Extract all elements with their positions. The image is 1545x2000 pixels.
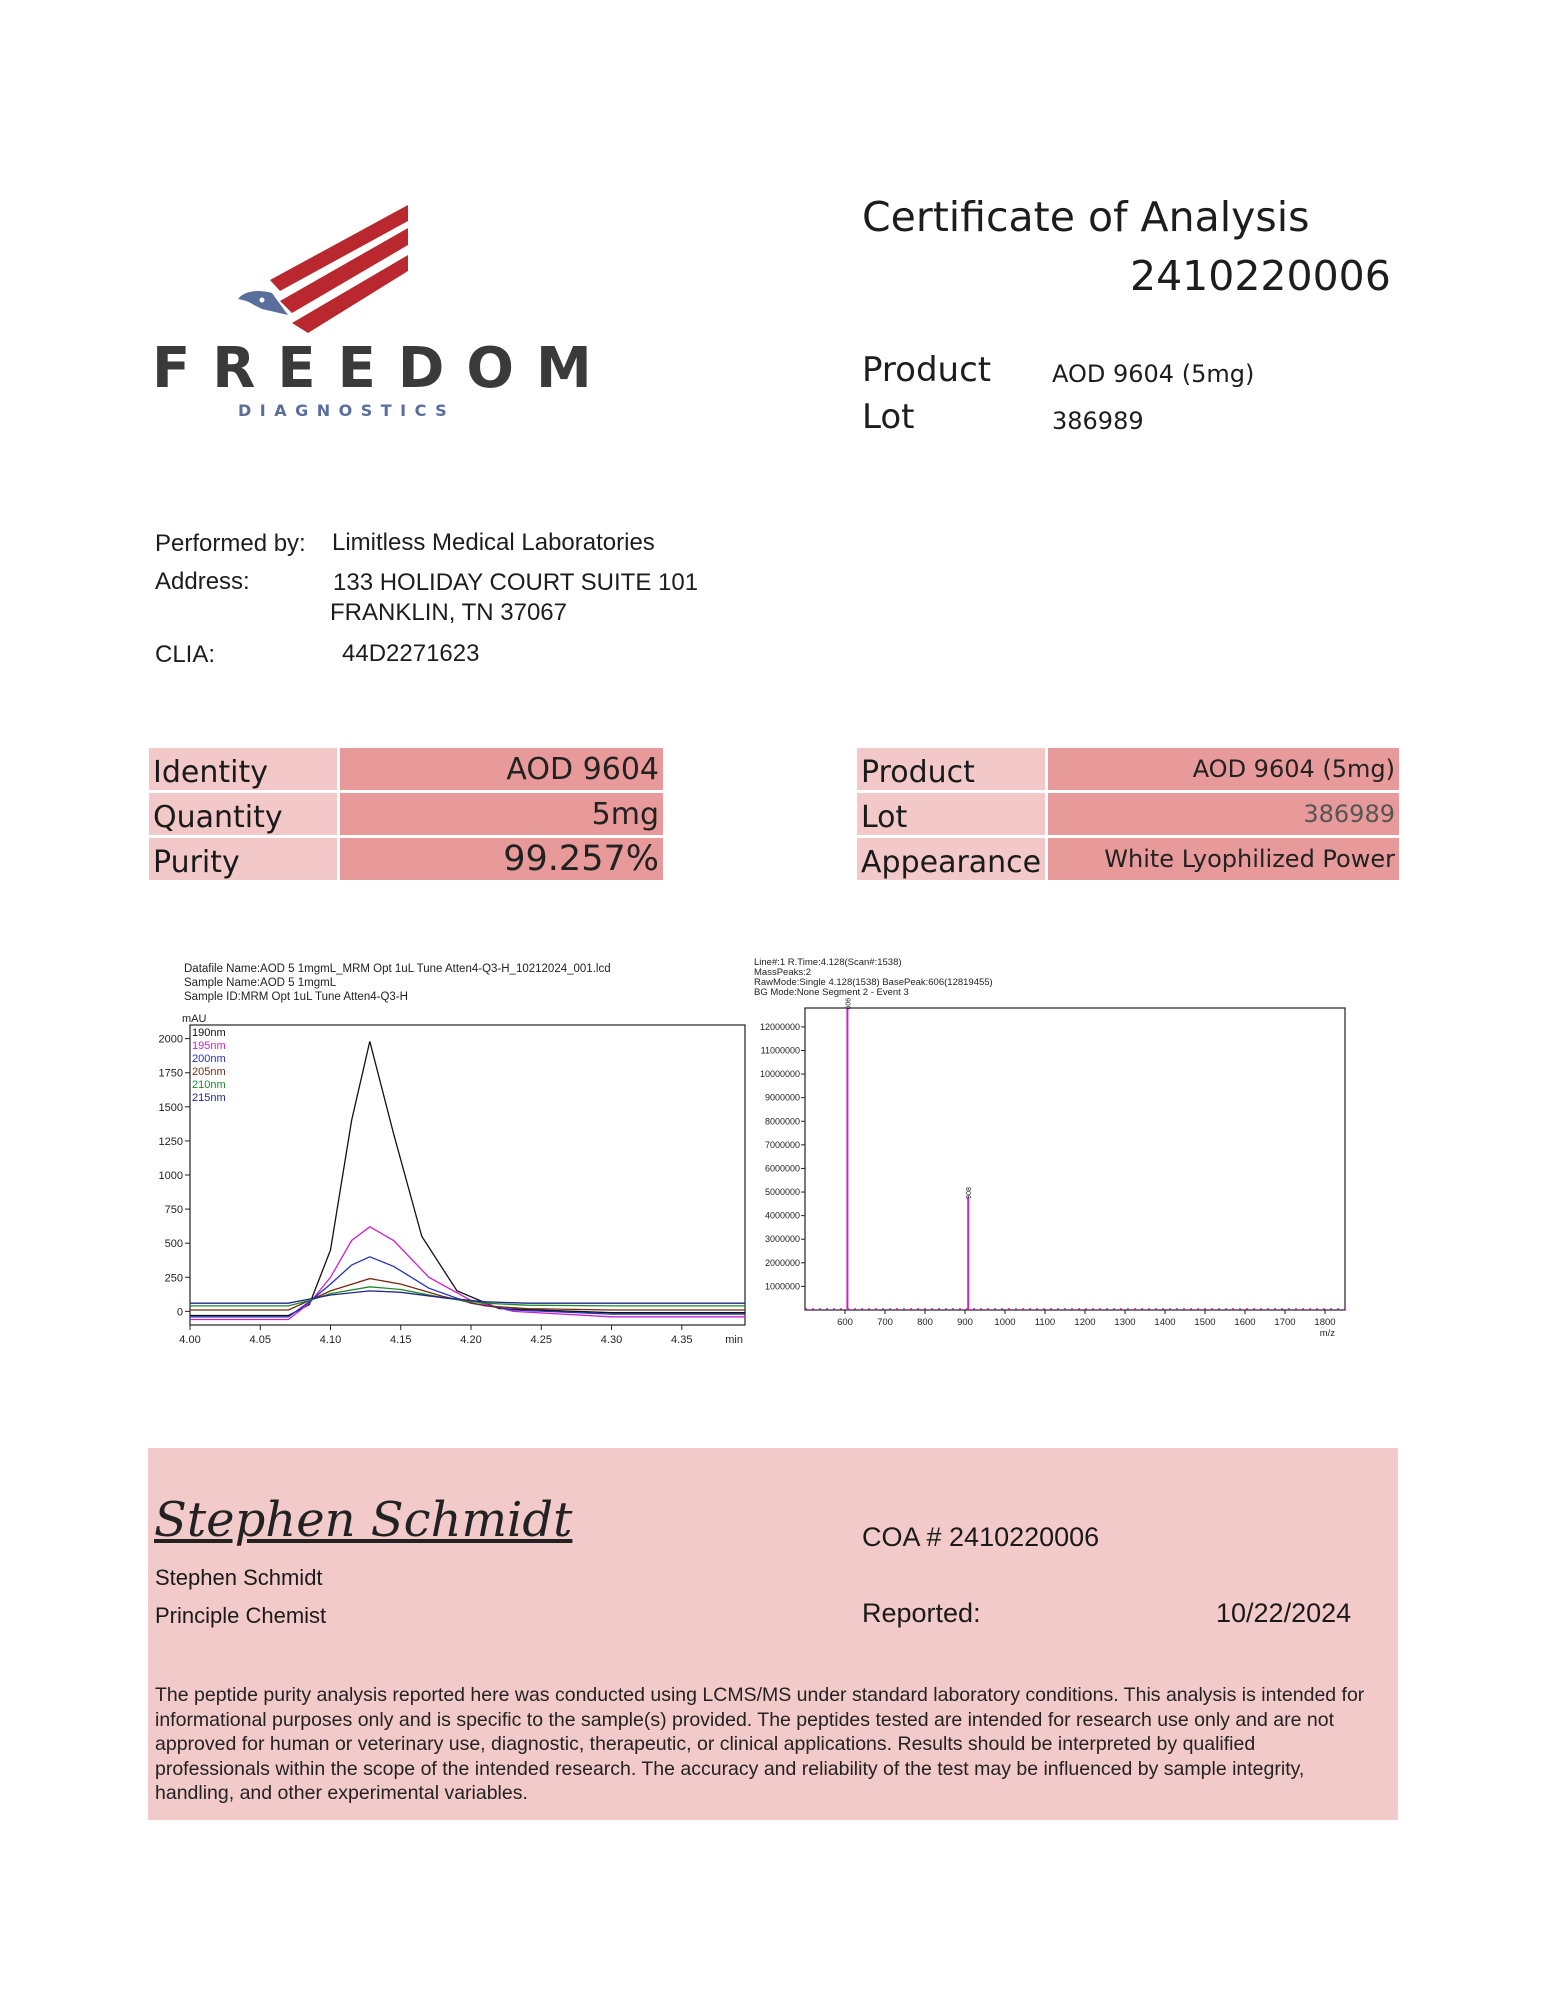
- x-tick-label: 800: [917, 1317, 933, 1328]
- y-tick-label: 0: [176, 1306, 183, 1319]
- y-tick-label: 12000000: [759, 1021, 800, 1032]
- legend-entry-195nm: 195nm: [192, 1040, 226, 1052]
- reported-date: 10/22/2024: [1216, 1598, 1352, 1628]
- x-tick-label: 1300: [1114, 1317, 1136, 1328]
- y-tick-label: 250: [164, 1272, 183, 1285]
- product-value: AOD 9604 (5mg): [1052, 360, 1255, 388]
- performed-by-value: Limitless Medical Laboratories: [332, 529, 655, 556]
- series-line-190nm: [190, 1041, 745, 1315]
- y-tick-label: 500: [164, 1238, 183, 1251]
- table-row: [149, 838, 663, 880]
- eagle-icon: [150, 205, 614, 430]
- signer-title: Principle Chemist: [155, 1603, 327, 1628]
- y-tick-label: 11000000: [760, 1045, 800, 1056]
- quantity-value: 5mg: [340, 793, 663, 835]
- x-tick-label: 600: [837, 1317, 853, 1328]
- lot-value: 386989: [1052, 407, 1144, 435]
- x-tick-label: 4.35: [671, 1334, 693, 1346]
- y-tick-label: 8000000: [764, 1116, 800, 1127]
- product-table-product-label: Product: [857, 748, 1045, 790]
- chart-header-line: Datafile Name:AOD 5 1mgmL_MRM Opt 1uL Tune Atten4-Q3-H_10212024_001.lcd: [184, 963, 611, 975]
- x-tick-label: 1100: [1034, 1317, 1056, 1328]
- address-line1: 133 HOLIDAY COURT SUITE 101: [333, 569, 699, 596]
- y-tick-label: 3000000: [764, 1234, 800, 1245]
- identity-label: Identity: [149, 748, 337, 790]
- results-table: [146, 745, 666, 883]
- y-tick-label: 5000000: [764, 1187, 800, 1198]
- peak-label: 606: [845, 997, 853, 1010]
- table-row: [149, 748, 663, 790]
- performed-by-label: Performed by:: [155, 530, 306, 557]
- table-row: [857, 838, 1399, 880]
- product-table-lot-value: 386989: [1048, 793, 1399, 835]
- table-row: [857, 748, 1399, 790]
- chart-header-line: MassPeaks:2: [754, 967, 812, 978]
- x-tick-label: 1700: [1274, 1317, 1296, 1328]
- signature: Stephen Schmidt: [154, 1492, 573, 1548]
- chart-header-line: RawMode:Single 4.128(1538) BasePeak:606(12819455): [754, 977, 993, 988]
- plot-frame: [805, 1008, 1345, 1310]
- purity-label: Purity: [149, 838, 337, 880]
- x-tick-label: 1600: [1234, 1317, 1256, 1328]
- clia-label: CLIA:: [155, 641, 216, 668]
- series-line-200nm: [190, 1257, 745, 1317]
- x-tick-label: 1500: [1194, 1317, 1216, 1328]
- table-row: [149, 793, 663, 835]
- y-tick-label: 2000: [158, 1033, 183, 1046]
- legend-entry-210nm: 210nm: [192, 1079, 226, 1091]
- table-row: [857, 793, 1399, 835]
- y-tick-label: 6000000: [764, 1163, 800, 1174]
- freedom-diagnostics-logo: [150, 205, 614, 435]
- x-tick-label: 4.10: [319, 1334, 342, 1346]
- chart-header-line: BG Mode:None Segment 2 - Event 3: [754, 987, 909, 998]
- x-tick-label: 1800: [1314, 1317, 1336, 1328]
- y-tick-label: 1500: [158, 1101, 183, 1114]
- y-tick-label: 2000000: [764, 1257, 800, 1268]
- x-tick-label: 4.15: [390, 1334, 412, 1346]
- disclaimer-text: The peptide purity analysis reported here was conducted using LCMS/MS under standard laboratory conditions. This analysis is intended for informational purposes only and is specific to the sample(s) provided. The peptides tested are intended for research use only and are not approved for human or veterinary use, diagnostic, therapeutic, or clinical applications. Results should be interpreted by qualified professionals within the scope of the intended research. The accuracy and reliability of the test may be influenced by sample integrity, handling, and other experimental variables.: [155, 1684, 1365, 1804]
- x-tick-label: 1200: [1074, 1317, 1096, 1328]
- legend-entry-190nm: 190nm: [192, 1027, 226, 1039]
- logo-wordmark: FREEDOM: [152, 336, 614, 401]
- x-tick-label: 4.25: [530, 1334, 552, 1346]
- x-tick-label: 1400: [1154, 1317, 1176, 1328]
- chart-header-line: Line#:1 R.Time:4.128(Scan#:1538): [754, 957, 902, 968]
- x-axis-label: m/z: [1319, 1328, 1335, 1339]
- x-tick-label: 4.05: [249, 1334, 271, 1346]
- x-tick-label: 4.30: [600, 1334, 623, 1346]
- y-tick-label: 4000000: [764, 1210, 800, 1221]
- quantity-label: Quantity: [149, 793, 337, 835]
- product-table: [854, 745, 1402, 883]
- clia-value: 44D2271623: [342, 640, 480, 667]
- plot-frame: [190, 1025, 745, 1325]
- y-tick-label: 9000000: [764, 1092, 800, 1103]
- legend-entry-200nm: 200nm: [192, 1053, 226, 1065]
- chart-header-line: Sample Name:AOD 5 1mgmL: [184, 977, 337, 989]
- logo-subtitle: DIAGNOSTICS: [238, 401, 456, 420]
- chart-header-line: Sample ID:MRM Opt 1uL Tune Atten4-Q3-H: [184, 991, 408, 1003]
- product-table-product-value: AOD 9604 (5mg): [1048, 748, 1399, 790]
- y-tick-label: 1000: [158, 1170, 183, 1182]
- purity-value: 99.257%: [340, 838, 663, 880]
- y-tick-label: 1250: [158, 1135, 183, 1148]
- legend-entry-205nm: 205nm: [192, 1066, 226, 1078]
- x-tick-label: 4.20: [460, 1334, 482, 1346]
- product-label: Product: [862, 350, 992, 390]
- y-tick-label: 10000000: [759, 1069, 800, 1080]
- y-axis-label: mAU: [182, 1013, 207, 1025]
- signer-name: Stephen Schmidt: [155, 1565, 323, 1590]
- certificate-number: 2410220006: [1130, 252, 1391, 300]
- product-table-lot-label: Lot: [857, 793, 1045, 835]
- lot-label: Lot: [862, 397, 915, 437]
- document-title: Certificate of Analysis: [862, 193, 1310, 241]
- y-tick-label: 1750: [158, 1067, 183, 1080]
- x-tick-label: 1000: [994, 1317, 1016, 1328]
- address-label: Address:: [155, 568, 250, 595]
- product-table-appearance-label: Appearance: [857, 838, 1045, 880]
- x-axis-label: min: [725, 1334, 743, 1346]
- x-tick-label: 700: [877, 1317, 893, 1328]
- x-tick-label: 4.00: [179, 1334, 201, 1346]
- y-tick-label: 750: [164, 1204, 183, 1217]
- y-tick-label: 7000000: [764, 1139, 800, 1150]
- product-table-appearance-value: White Lyophilized Power: [1048, 838, 1399, 880]
- address-line2: FRANKLIN, TN 37067: [330, 599, 567, 626]
- x-tick-label: 900: [957, 1317, 973, 1328]
- y-tick-label: 1000000: [764, 1281, 800, 1292]
- reported-label: Reported:: [862, 1598, 981, 1628]
- coa-number: COA # 2410220006: [862, 1522, 1100, 1552]
- chromatogram-chart: [140, 955, 760, 1350]
- peak-label: 908: [966, 1187, 974, 1199]
- identity-value: AOD 9604: [340, 748, 663, 790]
- mass-spectrum-chart: [750, 955, 1370, 1350]
- legend-entry-215nm: 215nm: [192, 1092, 226, 1104]
